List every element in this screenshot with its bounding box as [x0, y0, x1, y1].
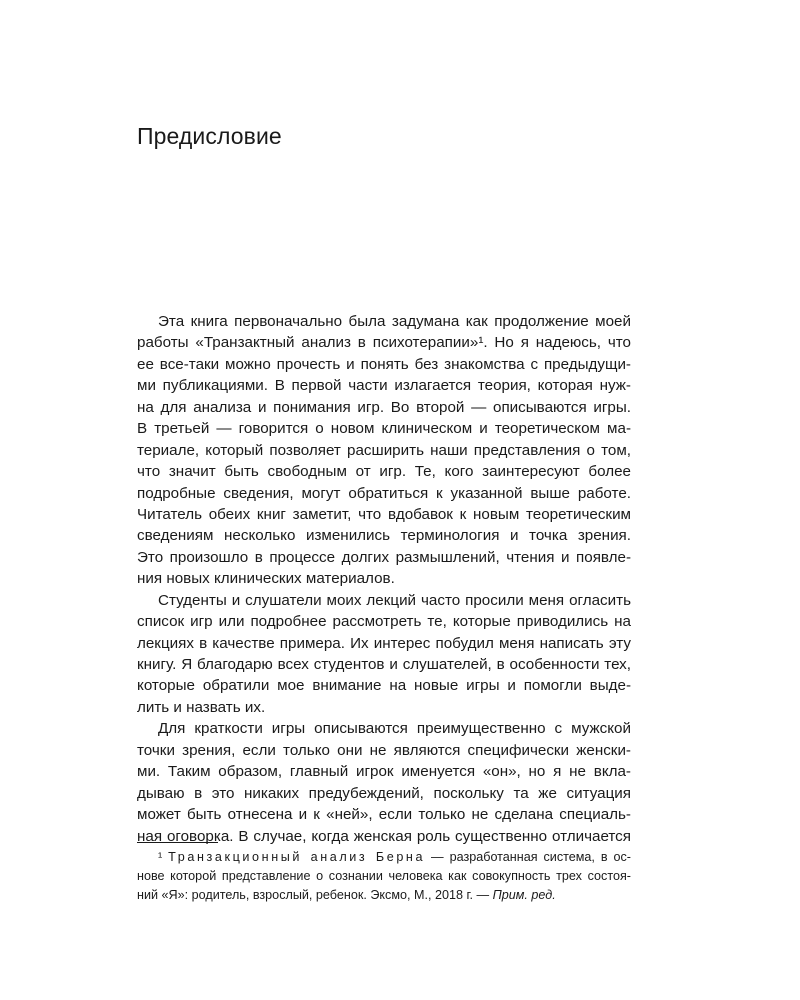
text-line: Читатель обеих книг заметит, что вдобавок к новым теоретическим — [137, 505, 631, 523]
text-line: книгу. Я благодарю всех студентов и слушателей, в особенности тех, — [137, 656, 631, 673]
footnote-line — [137, 886, 631, 905]
footnote-text: — разработанная система, в ос- — [425, 850, 631, 864]
text-line: В третьей — говорится о новом клиническом и теоретическом ма- — [137, 420, 631, 438]
footnote-term: Транзакционный анализ Берна — [168, 850, 426, 864]
text-line: сведениям несколько изменились терминология и точка зрения. — [137, 527, 631, 545]
text-line: лить и назвать их. — [137, 698, 266, 716]
text-line: ния новых клинических материалов. — [137, 570, 395, 588]
text-line: подробные сведения, могут обратиться к указанной выше работе. — [137, 484, 631, 502]
paragraph-3 — [137, 718, 631, 847]
text-line: Эта книга первоначально была задумана как продолжение моей — [158, 313, 631, 330]
footnote-marker: ¹ — [158, 850, 163, 864]
text-line: дываю в это никаких предубеждений, поскольку та же ситуация — [137, 784, 631, 802]
text-line: Для краткости игры описываются преимущественно с мужской — [158, 720, 631, 738]
text-line: которые обратили мое внимание на новые игры и помогли выде- — [137, 677, 631, 695]
text-line: ми. Таким образом, главный игрок именуется «он», но я не вкла- — [137, 763, 631, 781]
chapter-heading: Предисловие — [137, 123, 282, 149]
text-line: что значит быть свободным от игр. Те, кого заинтересуют более — [137, 463, 631, 481]
paragraph-2 — [137, 590, 631, 719]
text-line: ная оговорка. В случае, когда женская роль существенно отличается — [137, 827, 631, 845]
body-text — [137, 311, 631, 847]
footnote-text: ний «Я»: родитель, взрослый, ребенок. Эксмо, М., 2018 г. — — [137, 888, 493, 902]
paragraph-1 — [137, 311, 631, 590]
text-line: точки зрения, если только они не являются специфически женски- — [137, 741, 631, 759]
text-line: Это произошло в процессе долгих размышлений, чтения и появле- — [137, 548, 631, 566]
text-line: териале, который позволяет расширить наши представления о том, — [137, 441, 631, 459]
footnote — [137, 848, 631, 905]
text-line: работы «Транзактный анализ в психотерапии»¹. Но я надеюсь, что — [137, 334, 631, 352]
footnote-line — [137, 848, 631, 867]
text-line: может быть отнесена и к «ней», если только не сделана специаль- — [137, 806, 631, 824]
footnote-divider — [137, 842, 218, 843]
text-line: лекциях в качестве примера. Их интерес побудил меня написать эту — [137, 634, 631, 652]
text-line: список игр или подробнее рассмотреть те, которые приводились на — [137, 613, 631, 631]
footnote-line: нове которой представление о сознании человека как совокупность трех состоя- — [137, 869, 631, 883]
text-line: на для анализа и понимания игр. Во второй — описываются игры. — [137, 398, 631, 416]
text-line: ми публикациями. В первой части излагается теория, которая нуж- — [137, 377, 631, 395]
editor-note: Прим. ред. — [492, 888, 556, 902]
text-line: ее все-таки можно прочесть и понять без знакомства с предыдущи- — [137, 355, 631, 373]
text-line: Студенты и слушатели моих лекций часто просили меня огласить — [158, 591, 631, 609]
